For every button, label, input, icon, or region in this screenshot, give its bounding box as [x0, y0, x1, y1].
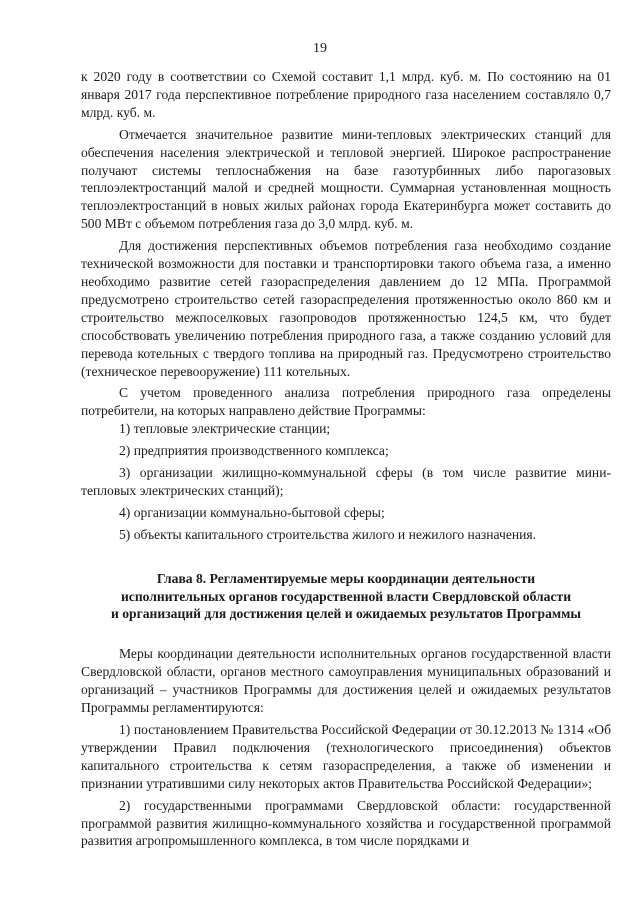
list-item: 5) объекты капитального строительства жилого и нежилого назначения. [119, 526, 537, 542]
paragraph-coordination-measures: Меры координации деятельности исполнительных органов государственной власти Свердловской области, органов местного самоуправления муниципальных образований и организаций – участников Программы для достижения целей и ожидаемых результатов Программы регламентируются: [81, 646, 611, 716]
consumers-list [81, 420, 611, 543]
paragraph-gas-networks: Для достижения перспективных объемов потребления газа необходимо создание технической возможности для поставки и транспортировки такого объема газа, а именно необходимо развитие сетей газораспределения давлением до 12 МПа. Программой предусмотрено строительство сетей газораспределения протяженностью около 860 км и строительство межпоселковых газопроводов протяженностью 124,5 км, что будет способствовать увеличению потребления природного газа, а также созданию условий для перевода котельных с твердого топлива на природный газ. Предусмотрено строительство (техническое перевооружение) 111 котельных. [81, 238, 611, 379]
chapter-heading-line: исполнительных органов государственной власти Свердловской области [120, 588, 572, 604]
list-item: 2) предприятия производственного комплекса; [119, 443, 389, 459]
paragraph-state-programs: 2) государственными программами Свердловской области: государственной программой развития жилищно-коммунального хозяйства и государственной программой развития агропромышленного комплекса, в том числе порядками и [81, 797, 611, 849]
paragraph-government-decree: 1) постановлением Правительства Российской Федерации от 30.12.2013 № 1314 «Об утверждении Правил подключения (технологического присоединения) объектов капитального строительства к сетям газораспределения, а также об изменении и признании утратившими силу некоторых актов Правительства Российской Федерации»; [81, 722, 611, 791]
chapter-heading-line: и организаций для достижения целей и ожидаемых результатов Программы [111, 606, 581, 622]
list-item: 1) тепловые электрические станции; [119, 421, 331, 437]
paragraph-gas-consumption-2020: к 2020 году в соответствии со Схемой составит 1,1 млрд. куб. м. По состоянию на 01 января 2017 года перспективное потребление природного газа населением составляло 0,7 млрд. куб. м. [81, 69, 611, 120]
chapter-8-heading [81, 570, 611, 624]
list-item: 4) организации коммунально-бытовой сферы; [119, 504, 385, 520]
document-body [81, 68, 611, 850]
paragraph-mini-power-stations: Отмечается значительное развитие мини-тепловых электрических станций для обеспечения населения электрической и тепловой энергией. Широкое распространение получают системы теплоснабжения на базе газотурбинных либо парогазовых теплоэлектростанций малой и средней мощности. Суммарная установленная мощность теплоэлектростанций в новых жилых районах города Екатеринбурга может составить до 500 МВт с объемом потребления газа до 3,0 млрд. куб. м. [81, 126, 611, 232]
chapter-heading-line: Глава 8. Регламентируемые меры координации деятельности [156, 570, 536, 586]
list-item: 3) организации жилищно-коммунальной сферы (в том числе развитие мини-тепловых электрических станций); [81, 465, 611, 498]
page-number: 19 [313, 41, 327, 56]
paragraph-consumers-intro: С учетом проведенного анализа потребления природного газа определены потребители, на которых направлено действие Программы: [81, 385, 611, 419]
